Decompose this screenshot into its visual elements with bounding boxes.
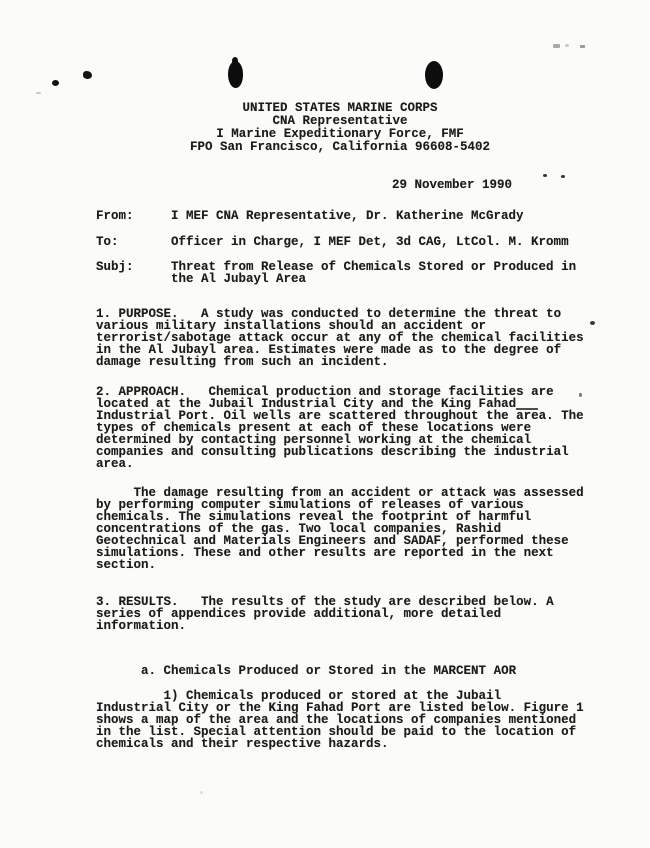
hole-punch-mark-right [425,61,443,89]
subj-value-line: Threat from Release of Chemicals Stored or Produced in [171,260,577,274]
purpose-line: damage resulting from such an incident. [96,355,389,369]
to-label: To: [96,235,119,249]
ink-speck [83,71,92,79]
approach-line: types of chemicals present at each of these locations were [96,421,532,435]
sub1-line: in the list. Special attention should be paid to the location of [96,725,577,739]
sub1-line: shows a map of the area and the locations of companies mentioned [96,713,577,727]
ink-speck [36,92,41,94]
results-line: series of appendices provide additional, more detailed [96,607,502,621]
approach2-line: Geotechnical and Materials Engineers and SADAF, performed these [96,534,569,548]
date-line: 29 November 1990 [392,178,513,192]
subj-value-line: the Al Jubayl Area [171,272,307,286]
to-value: Officer in Charge, I MEF Det, 3d CAG, LtCol. M. Kromm [171,235,569,249]
ink-speck [52,80,59,86]
ink-speck [590,321,595,325]
results-paragraph [96,596,554,632]
from-value: I MEF CNA Representative, Dr. Katherine McGrady [171,209,524,223]
approach2-line: section. [96,558,157,572]
from-label: From: [96,209,134,223]
approach-line: located at the Jubail Industrial City and the King Fahad [96,397,517,411]
letterhead [30,102,650,154]
approach-line: Industrial Port. Oil wells are scattered throughout the area. The [96,409,584,423]
ink-speck [200,791,203,794]
purpose-line: various military installations should an accident or [96,319,487,333]
ink-speck [553,44,560,48]
approach2-line: by performing computer simulations of releases of various [96,498,524,512]
purpose-line: terrorist/sabotage attack occur at any of the chemical facilities [96,331,584,345]
purpose-line: 1. PURPOSE. A study was conducted to determine the threat to [96,307,562,321]
sub1-line: 1) Chemicals produced or stored at the Jubail [96,689,502,703]
approach-line: 2. APPROACH. Chemical production and storage facilities are [96,385,554,399]
subj-label: Subj: [96,260,134,274]
approach2-line: chemicals. The simulations reveal the footprint of harmful [96,510,532,524]
approach2-paragraph [96,487,584,571]
subheading-a: a. Chemicals Produced or Stored in the MARCENT AOR [96,664,517,678]
sub1-line: chemicals and their respective hazards. [96,737,389,751]
hole-punch-mark-left [228,61,243,88]
hole-punch-nub [232,57,238,65]
letterhead-line: CNA Representative [272,114,408,128]
sub1-line: Industrial City or the King Fahad Port are listed below. Figure 1 [96,701,584,715]
purpose-paragraph [96,308,584,368]
sub1-paragraph [96,690,584,750]
ink-speck [561,175,565,178]
approach-line: area. [96,457,134,471]
approach2-line: simulations. These and other results are reported in the next [96,546,554,560]
approach2-line: concentrations of the gas. Two local companies, Rashid [96,522,502,536]
letterhead-line: I Marine Expeditionary Force, FMF [216,127,464,141]
approach-paragraph [96,386,584,470]
ink-speck [543,174,547,177]
approach-line: determined by contacting personnel working at the chemical [96,433,532,447]
letterhead-line: UNITED STATES MARINE CORPS [242,101,438,115]
ink-speck [565,44,569,47]
results-line: information. [96,619,187,633]
approach-line: companies and consulting publications describing the industrial [96,445,569,459]
approach2-line: The damage resulting from an accident or attack was assessed [96,486,584,500]
ink-speck [580,45,585,48]
purpose-line: in the Al Jubayl area. Estimates were made as to the degree of [96,343,562,357]
letterhead-line: FPO San Francisco, California 96608-5402 [189,140,491,154]
results-line: 3. RESULTS. The results of the study are described below. A [96,595,554,609]
